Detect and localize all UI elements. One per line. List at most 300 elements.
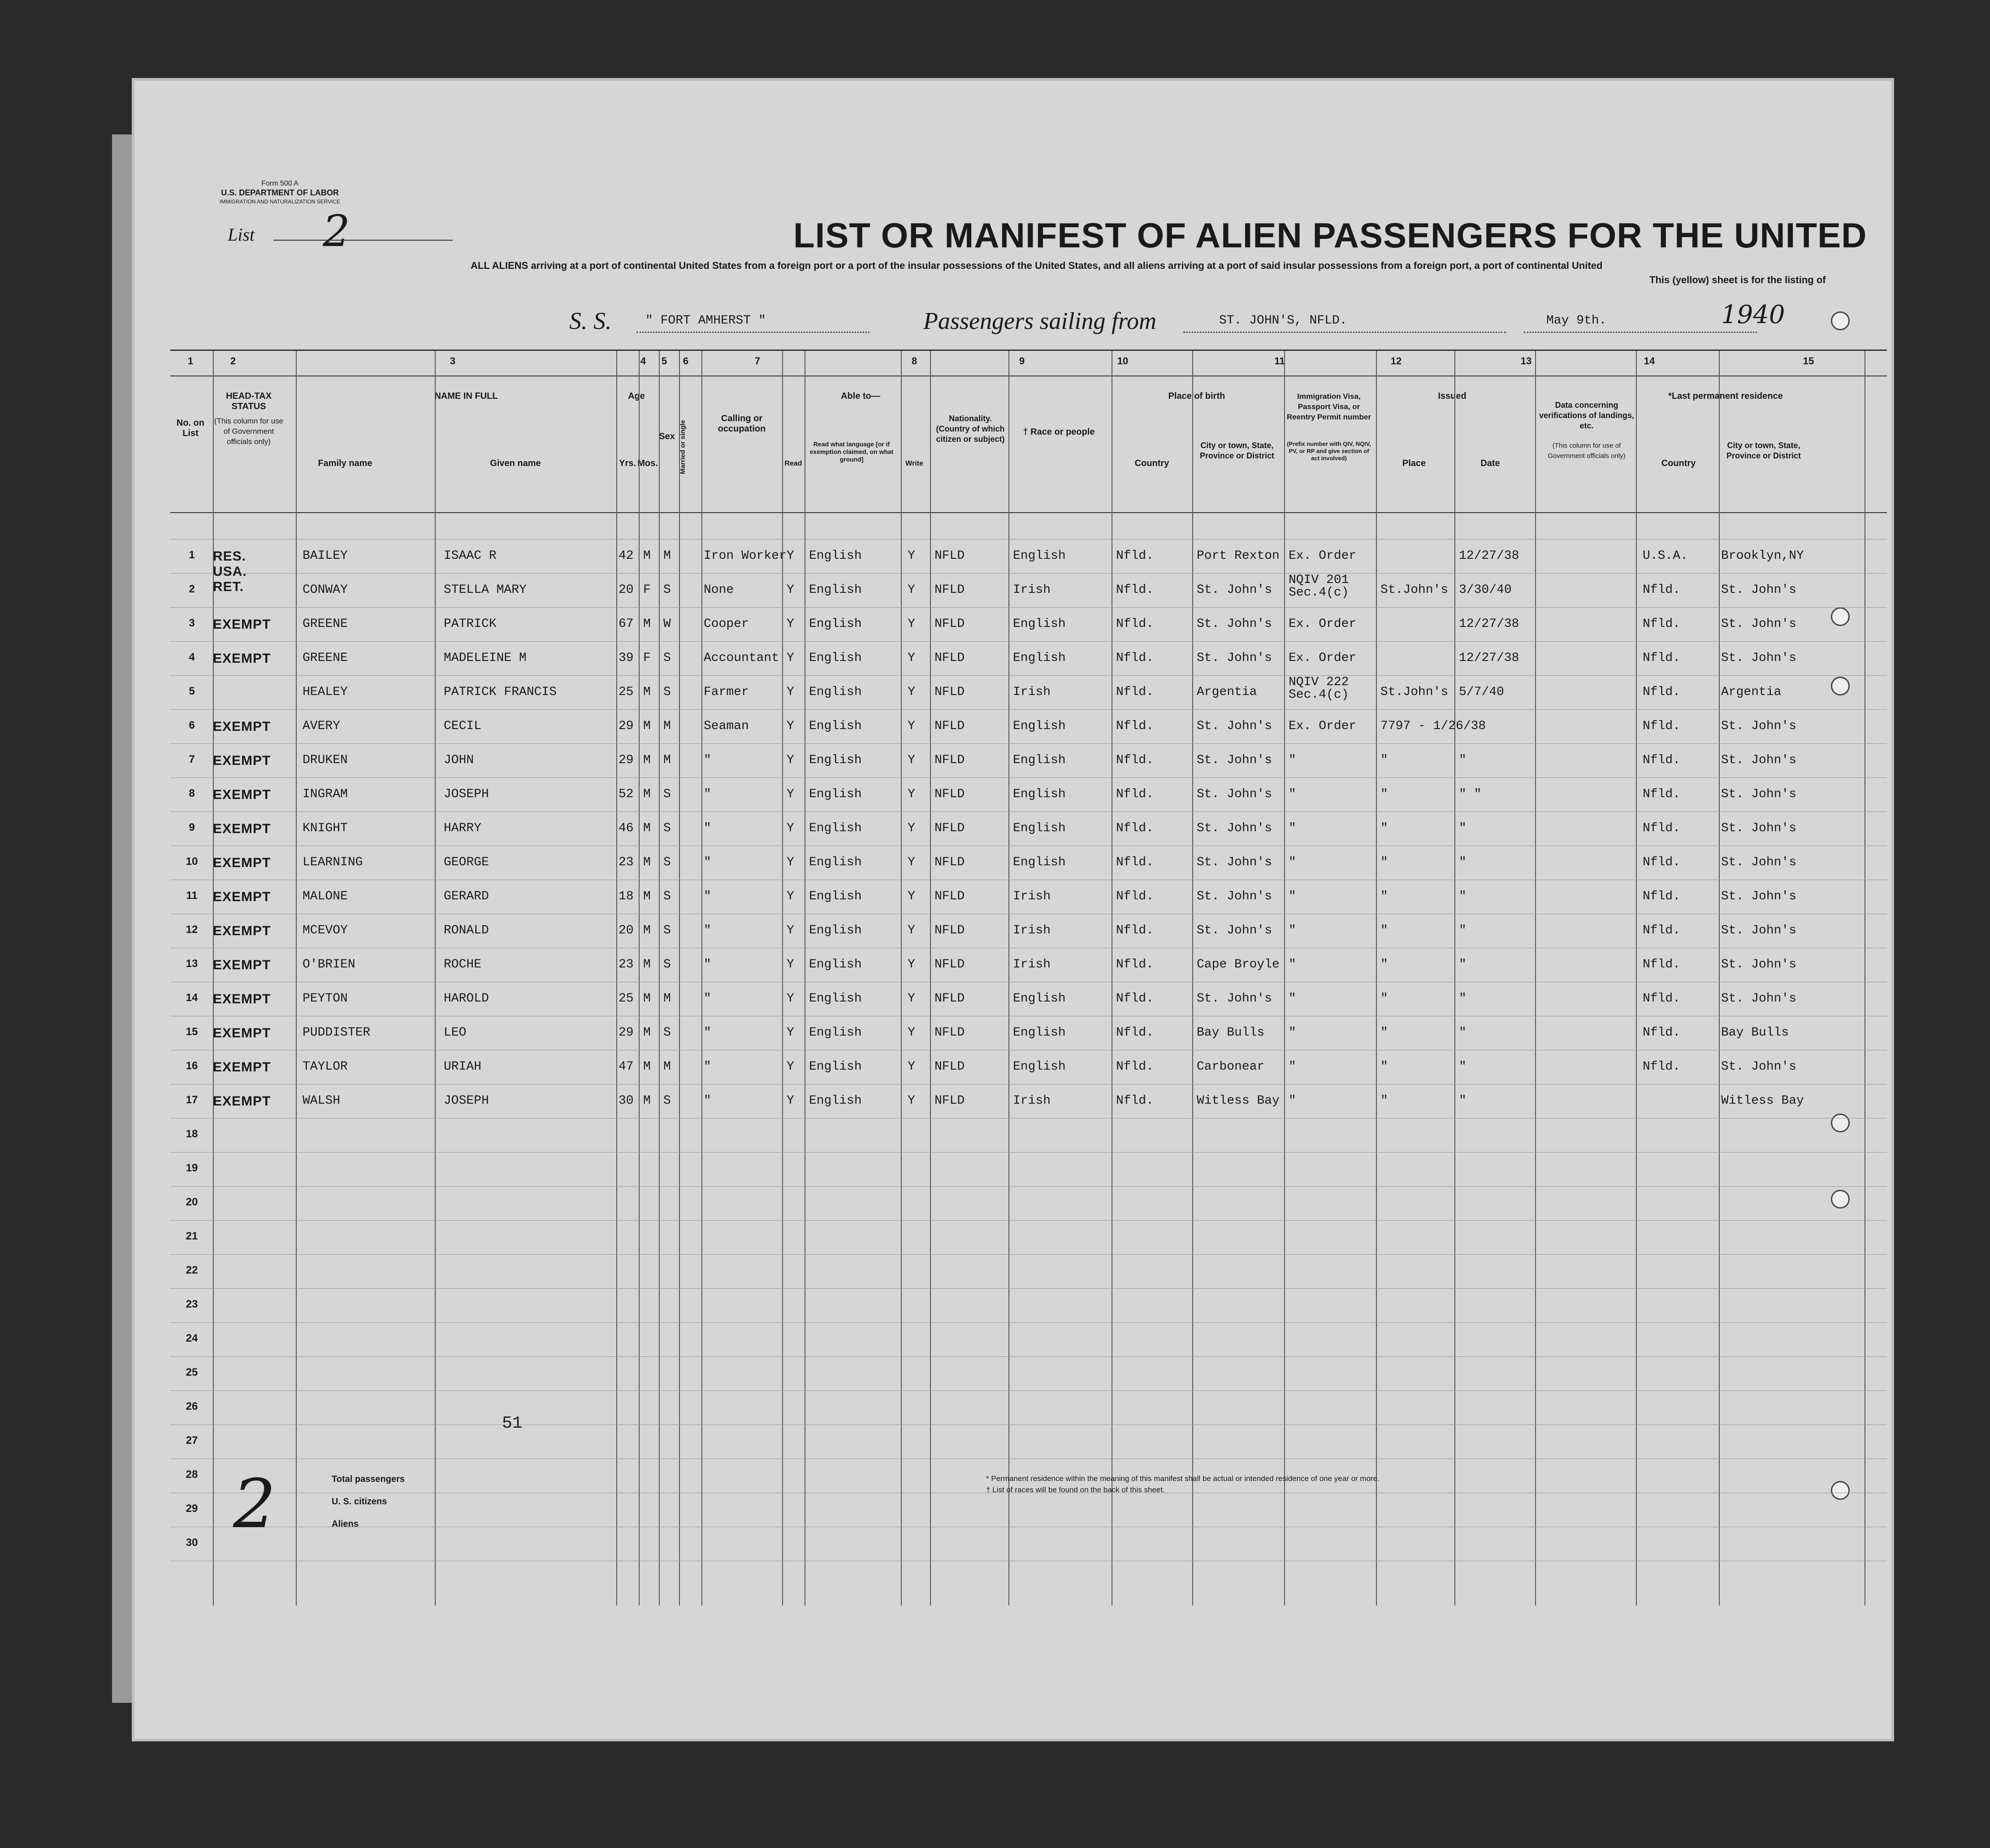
family-name-cell: O'BRIEN	[303, 958, 355, 971]
occupation-cell: "	[704, 1026, 711, 1040]
visa-cell: "	[1289, 924, 1296, 937]
issued-place-cell: "	[1380, 855, 1388, 869]
head-tax-note: (This column for use of Government officials only)	[214, 417, 283, 446]
res-city-cell: St. John's	[1721, 889, 1797, 903]
row-rule	[170, 1322, 1887, 1323]
head-tax-cell: EXEMPT	[213, 992, 271, 1006]
read-cell: Y	[787, 549, 794, 563]
res-country-cell: Nfld.	[1643, 583, 1681, 597]
head-issued-date: Date	[1480, 458, 1500, 468]
binder-hole	[1831, 311, 1850, 330]
birth-city-cell: Argentia	[1197, 685, 1257, 699]
read-cell: Y	[787, 1026, 794, 1040]
head-married: Married or single	[679, 420, 687, 475]
list-underline	[273, 240, 453, 241]
res-city-cell: St. John's	[1721, 855, 1797, 869]
nationality-cell: NFLD	[934, 617, 965, 631]
marital-cell: S	[663, 651, 671, 665]
nationality-cell: NFLD	[934, 992, 965, 1006]
birth-country-cell: Nfld.	[1116, 651, 1154, 665]
nationality-cell: NFLD	[934, 889, 965, 903]
head-visa-note: (Prefix number with QIV, NQIV, PV, or RP and give section of act involved)	[1287, 440, 1371, 462]
family-name-cell: TAYLOR	[303, 1060, 348, 1074]
res-city-cell: St. John's	[1721, 617, 1797, 631]
year: 1940	[1721, 300, 1785, 329]
occupation-cell: "	[704, 992, 711, 1006]
head-birth-country: Country	[1134, 458, 1169, 468]
col-num-3: 3	[450, 355, 456, 367]
write-cell: Y	[908, 924, 915, 937]
visa-cell: Ex. Order	[1289, 719, 1357, 733]
res-country-cell: U.S.A.	[1643, 549, 1688, 563]
birth-city-cell: St. John's	[1197, 787, 1272, 801]
visa-cell: NQIV 201 Sec.4(c)	[1289, 573, 1349, 600]
res-country-cell: Nfld.	[1643, 719, 1681, 733]
birth-city-cell: Cape Broyle	[1197, 958, 1280, 971]
language-cell: English	[809, 958, 862, 971]
birth-country-cell: Nfld.	[1116, 1026, 1154, 1040]
age-cell: 52	[619, 787, 634, 801]
row-rule	[170, 675, 1887, 676]
birth-country-cell: Nfld.	[1116, 958, 1154, 971]
res-country-cell: Nfld.	[1643, 1060, 1681, 1074]
col-num-12: 12	[1390, 355, 1402, 367]
occupation-cell: "	[704, 889, 711, 903]
res-country-cell: Nfld.	[1643, 821, 1681, 835]
department: U.S. DEPARTMENT OF LABOR	[221, 188, 339, 197]
birth-city-cell: St. John's	[1197, 992, 1272, 1006]
issued-date-cell: 12/27/38	[1459, 617, 1519, 631]
head-sex: Sex	[659, 432, 675, 441]
read-cell: Y	[787, 992, 794, 1006]
issued-place-cell: "	[1380, 787, 1388, 801]
res-city-cell: St. John's	[1721, 958, 1797, 971]
race-cell: Irish	[1013, 958, 1051, 971]
occupation-cell: "	[704, 787, 711, 801]
sex-cell: F	[643, 583, 651, 597]
res-country-cell: Nfld.	[1643, 889, 1681, 903]
row-number: 17	[186, 1094, 198, 1106]
birth-city-cell: St. John's	[1197, 855, 1272, 869]
total-handwritten: 2	[233, 1465, 276, 1543]
row-rule	[170, 1186, 1887, 1187]
language-cell: English	[809, 549, 862, 563]
issued-date-cell: 12/27/38	[1459, 549, 1519, 563]
visa-cell: "	[1289, 753, 1296, 767]
issued-date-cell: " "	[1459, 787, 1482, 801]
nationality-cell: NFLD	[934, 1094, 965, 1108]
marital-cell: M	[663, 992, 671, 1006]
write-cell: Y	[908, 617, 915, 631]
row-rule	[170, 1288, 1887, 1289]
nationality-cell: NFLD	[934, 787, 965, 801]
marital-cell: S	[663, 958, 671, 971]
visa-cell: Ex. Order	[1289, 549, 1357, 563]
row-number: 26	[186, 1400, 198, 1412]
given-name-cell: PATRICK FRANCIS	[444, 685, 557, 699]
head-tax-cell: EXEMPT	[213, 821, 271, 836]
birth-city-cell: St. John's	[1197, 924, 1272, 937]
res-city-cell: St. John's	[1721, 787, 1797, 801]
birth-city-cell: Carbonear	[1197, 1060, 1265, 1074]
marital-cell: M	[663, 1060, 671, 1074]
row-number: 28	[186, 1468, 198, 1481]
birth-country-cell: Nfld.	[1116, 992, 1154, 1006]
language-cell: English	[809, 855, 862, 869]
given-name-cell: HARRY	[444, 821, 482, 835]
head-tax-cell: RES. USA. RET.	[213, 549, 247, 594]
occupation-cell: "	[704, 958, 711, 971]
write-cell: Y	[908, 855, 915, 869]
given-name-cell: LEO	[444, 1026, 467, 1040]
marital-cell: M	[663, 753, 671, 767]
family-name-cell: PUDDISTER	[303, 1026, 371, 1040]
language-cell: English	[809, 753, 862, 767]
issued-date-cell: "	[1459, 1060, 1467, 1074]
row-number: 7	[189, 753, 195, 765]
race-cell: English	[1013, 855, 1066, 869]
res-city-cell: St. John's	[1721, 719, 1797, 733]
head-res-city: City or town, State, Province or District	[1726, 441, 1801, 460]
res-city-cell: St. John's	[1721, 753, 1797, 767]
issued-place-cell: St.John's	[1380, 685, 1449, 699]
head-tax-cell: EXEMPT	[213, 1026, 271, 1041]
col-num-13: 13	[1520, 355, 1532, 367]
row-number: 15	[186, 1026, 198, 1038]
family-name-cell: INGRAM	[303, 787, 348, 801]
res-country-cell: Nfld.	[1643, 787, 1681, 801]
list-label: List	[228, 225, 255, 245]
visa-cell: Ex. Order	[1289, 651, 1357, 665]
footer-total-passengers: Total passengers	[332, 1474, 405, 1484]
nationality-cell: NFLD	[934, 719, 965, 733]
issued-place-cell: "	[1380, 1060, 1388, 1074]
write-cell: Y	[908, 1094, 915, 1108]
row-rule	[170, 607, 1887, 608]
head-tax-cell: EXEMPT	[213, 651, 271, 666]
col-num-1: 1	[187, 355, 194, 367]
head-visa: Immigration Visa, Passport Visa, or Reentry Permit number	[1287, 392, 1371, 421]
res-country-cell: Nfld.	[1643, 924, 1681, 937]
row-number: 24	[186, 1332, 198, 1344]
family-name-cell: HEALEY	[303, 685, 348, 699]
row-rule	[170, 1356, 1887, 1357]
row-number: 1	[189, 549, 195, 561]
row-number: 19	[186, 1162, 198, 1174]
race-cell: Irish	[1013, 924, 1051, 937]
head-tax-cell: EXEMPT	[213, 889, 271, 904]
footer-aliens: Aliens	[332, 1519, 359, 1529]
res-city-cell: St. John's	[1721, 583, 1797, 597]
service: IMMIGRATION AND NATURALIZATION SERVICE	[220, 199, 341, 205]
issued-place-cell: "	[1380, 924, 1388, 937]
row-number: 20	[186, 1196, 198, 1208]
language-cell: English	[809, 787, 862, 801]
head-res-country: Country	[1661, 458, 1696, 468]
ship-name: " FORT AMHERST "	[645, 314, 766, 328]
head-read-lang: Read what language [or if exemption claimed, on what ground]	[809, 440, 894, 463]
nationality-cell: NFLD	[934, 821, 965, 835]
read-cell: Y	[787, 753, 794, 767]
given-name-cell: PATRICK	[444, 617, 497, 631]
row-number: 27	[186, 1434, 198, 1446]
language-cell: English	[809, 924, 862, 937]
head-tax: HEAD-TAX STATUS	[226, 391, 272, 411]
nationality-cell: NFLD	[934, 958, 965, 971]
write-cell: Y	[908, 549, 915, 563]
nationality-cell: NFLD	[934, 549, 965, 563]
col-num-8: 8	[911, 355, 917, 367]
read-cell: Y	[787, 787, 794, 801]
head-read: Read	[784, 460, 802, 467]
given-name-cell: STELLA MARY	[444, 583, 527, 597]
sailing-date: May 9th.	[1546, 314, 1607, 328]
race-cell: Irish	[1013, 1094, 1051, 1108]
row-number: 6	[189, 719, 195, 731]
read-cell: Y	[787, 1060, 794, 1074]
col-num-2: 2	[230, 355, 236, 367]
res-city-cell: Bay Bulls	[1721, 1026, 1789, 1040]
given-name-cell: RONALD	[444, 924, 489, 937]
issued-date-cell: 5/7/40	[1459, 685, 1504, 699]
col-num-11: 11	[1274, 355, 1285, 367]
head-tax-cell: EXEMPT	[213, 855, 271, 870]
visa-cell: "	[1289, 855, 1296, 869]
row-number: 22	[186, 1264, 198, 1276]
visa-cell: "	[1289, 889, 1296, 903]
age-cell: 29	[619, 719, 634, 733]
row-rule	[170, 573, 1887, 574]
language-cell: English	[809, 617, 862, 631]
given-name-cell: URIAH	[444, 1060, 482, 1074]
nationality-cell: NFLD	[934, 685, 965, 699]
sex-cell: M	[643, 1094, 651, 1108]
write-cell: Y	[908, 651, 915, 665]
row-number: 25	[186, 1366, 198, 1378]
col-num-4: 4	[640, 355, 646, 367]
birth-country-cell: Nfld.	[1116, 753, 1154, 767]
birth-city-cell: St. John's	[1197, 889, 1272, 903]
head-mos: Mos.	[637, 458, 658, 468]
marital-cell: M	[663, 549, 671, 563]
race-cell: English	[1013, 821, 1066, 835]
given-name-cell: JOSEPH	[444, 787, 489, 801]
marital-cell: S	[663, 821, 671, 835]
row-number: 23	[186, 1298, 198, 1310]
nationality-cell: NFLD	[934, 651, 965, 665]
read-cell: Y	[787, 617, 794, 631]
birth-city-cell: St. John's	[1197, 821, 1272, 835]
write-cell: Y	[908, 958, 915, 971]
ship-line	[636, 332, 870, 333]
res-city-cell: St. John's	[1721, 1060, 1797, 1074]
issued-date-cell: "	[1459, 1094, 1467, 1108]
sex-cell: M	[643, 549, 651, 563]
res-city-cell: St. John's	[1721, 924, 1797, 937]
count-annotation: 51	[502, 1414, 523, 1433]
family-name-cell: CONWAY	[303, 583, 348, 597]
given-name-cell: JOSEPH	[444, 1094, 489, 1108]
write-cell: Y	[908, 583, 915, 597]
footer-us-citizens: U. S. citizens	[332, 1497, 387, 1507]
marital-cell: S	[663, 583, 671, 597]
date-line	[1524, 332, 1757, 333]
nationality-cell: NFLD	[934, 924, 965, 937]
sex-cell: M	[643, 1060, 651, 1074]
col-num-15: 15	[1803, 355, 1814, 367]
age-cell: 47	[619, 1060, 634, 1074]
head-tax-cell: EXEMPT	[213, 1094, 271, 1109]
family-name-cell: GREENE	[303, 617, 348, 631]
list-number: 2	[323, 206, 350, 256]
subtitle: ALL ALIENS arriving at a port of continental United States from a foreign port or a port of the insular possessions of the United States, and all aliens arriving at a port of said insular possessions from a foreign port, a port of continental United	[471, 260, 1603, 271]
issued-place-cell: "	[1380, 821, 1388, 835]
occupation-cell: Iron Worker	[704, 549, 787, 563]
visa-cell: Ex. Order	[1289, 617, 1357, 631]
birth-country-cell: Nfld.	[1116, 549, 1154, 563]
sex-cell: M	[643, 685, 651, 699]
occupation-cell: "	[704, 753, 711, 767]
race-cell: English	[1013, 992, 1066, 1006]
row-rule	[170, 743, 1887, 744]
birth-city-cell: St. John's	[1197, 753, 1272, 767]
marital-cell: S	[663, 1026, 671, 1040]
row-number: 29	[186, 1503, 198, 1515]
visa-cell: "	[1289, 1094, 1296, 1108]
birth-city-cell: Bay Bulls	[1197, 1026, 1265, 1040]
res-city-cell: St. John's	[1721, 821, 1797, 835]
age-cell: 20	[619, 924, 634, 937]
given-name-cell: GEORGE	[444, 855, 489, 869]
age-cell: 39	[619, 651, 634, 665]
race-cell: English	[1013, 753, 1066, 767]
res-country-cell: Nfld.	[1643, 651, 1681, 665]
row-number: 21	[186, 1230, 198, 1242]
row-number: 10	[186, 855, 198, 868]
row-number: 30	[186, 1537, 198, 1549]
race-cell: English	[1013, 1026, 1066, 1040]
family-name-cell: GREENE	[303, 651, 348, 665]
family-name-cell: DRUKEN	[303, 753, 348, 767]
issued-date-cell: "	[1459, 821, 1467, 835]
age-cell: 18	[619, 889, 634, 903]
res-country-cell: Nfld.	[1643, 753, 1681, 767]
language-cell: English	[809, 1060, 862, 1074]
occupation-cell: Farmer	[704, 685, 749, 699]
birth-country-cell: Nfld.	[1116, 1094, 1154, 1108]
form-header	[220, 179, 340, 206]
sex-cell: M	[643, 1026, 651, 1040]
head-age: Age	[628, 391, 645, 401]
res-city-cell: St. John's	[1721, 992, 1797, 1006]
read-cell: Y	[787, 924, 794, 937]
head-last-residence: *Last permanent residence	[1668, 391, 1783, 401]
head-yrs: Yrs.	[619, 458, 636, 468]
race-cell: English	[1013, 651, 1066, 665]
res-country-cell: Nfld.	[1643, 992, 1681, 1006]
head-tax-cell: EXEMPT	[213, 617, 271, 632]
read-cell: Y	[787, 651, 794, 665]
sex-cell: M	[643, 787, 651, 801]
res-city-cell: Brooklyn,NY	[1721, 549, 1804, 563]
occupation-cell: Seaman	[704, 719, 749, 733]
col-num-7: 7	[754, 355, 761, 367]
given-name-cell: GERARD	[444, 889, 489, 903]
head-tax-cell: EXEMPT	[213, 1060, 271, 1075]
head-tax-cell: EXEMPT	[213, 958, 271, 972]
sex-cell: M	[643, 753, 651, 767]
row-rule	[170, 1220, 1887, 1221]
header-divider	[170, 512, 1887, 513]
head-tax-cell: EXEMPT	[213, 924, 271, 938]
nationality-cell: NFLD	[934, 583, 965, 597]
row-number: 8	[189, 787, 195, 799]
given-name-cell: MADELEINE M	[444, 651, 527, 665]
birth-country-cell: Nfld.	[1116, 855, 1154, 869]
issued-place-cell: "	[1380, 889, 1388, 903]
write-cell: Y	[908, 719, 915, 733]
head-issued: Issued	[1438, 391, 1467, 401]
birth-country-cell: Nfld.	[1116, 924, 1154, 937]
race-cell: Irish	[1013, 685, 1051, 699]
manifest-sheet	[134, 81, 1891, 1739]
row-number: 18	[186, 1128, 198, 1140]
language-cell: English	[809, 889, 862, 903]
occupation-cell: "	[704, 821, 711, 835]
age-cell: 20	[619, 583, 634, 597]
head-tax-cell: EXEMPT	[213, 719, 271, 734]
form-number: Form 500 A	[261, 180, 298, 187]
language-cell: English	[809, 1094, 862, 1108]
head-write: Write	[905, 460, 923, 467]
head-calling: Calling or occupation	[718, 414, 766, 434]
visa-cell: "	[1289, 1026, 1296, 1040]
row-rule	[170, 1390, 1887, 1391]
issued-date-cell: "	[1459, 855, 1467, 869]
marital-cell: S	[663, 787, 671, 801]
res-country-cell: Nfld.	[1643, 685, 1681, 699]
birth-country-cell: Nfld.	[1116, 1060, 1154, 1074]
row-rule	[170, 777, 1887, 778]
head-name-in-full: NAME IN FULL	[434, 391, 498, 401]
col-num-14: 14	[1644, 355, 1655, 367]
res-city-cell: St. John's	[1721, 651, 1797, 665]
sex-cell: M	[643, 889, 651, 903]
marital-cell: S	[663, 924, 671, 937]
page-title: LIST OR MANIFEST OF ALIEN PASSENGERS FOR THE UNITED	[793, 216, 1867, 255]
age-cell: 67	[619, 617, 634, 631]
birth-city-cell: St. John's	[1197, 617, 1272, 631]
nationality-cell: NFLD	[934, 1060, 965, 1074]
birth-city-cell: St. John's	[1197, 651, 1272, 665]
visa-cell: "	[1289, 992, 1296, 1006]
res-country-cell: Nfld.	[1643, 958, 1681, 971]
sex-cell: M	[643, 924, 651, 937]
head-tax-cell: EXEMPT	[213, 753, 271, 768]
read-cell: Y	[787, 719, 794, 733]
family-name-cell: MALONE	[303, 889, 348, 903]
sailing-label: Passengers sailing from	[923, 307, 1157, 334]
ss-label: S. S.	[569, 307, 612, 334]
occupation-cell: "	[704, 1060, 711, 1074]
age-cell: 23	[619, 855, 634, 869]
age-cell: 29	[619, 753, 634, 767]
issued-date-cell: "	[1459, 958, 1467, 971]
birth-country-cell: Nfld.	[1116, 889, 1154, 903]
head-given-name: Given name	[490, 458, 541, 468]
head-able-to: Able to—	[841, 391, 880, 401]
res-city-cell: Witless Bay	[1721, 1094, 1804, 1108]
